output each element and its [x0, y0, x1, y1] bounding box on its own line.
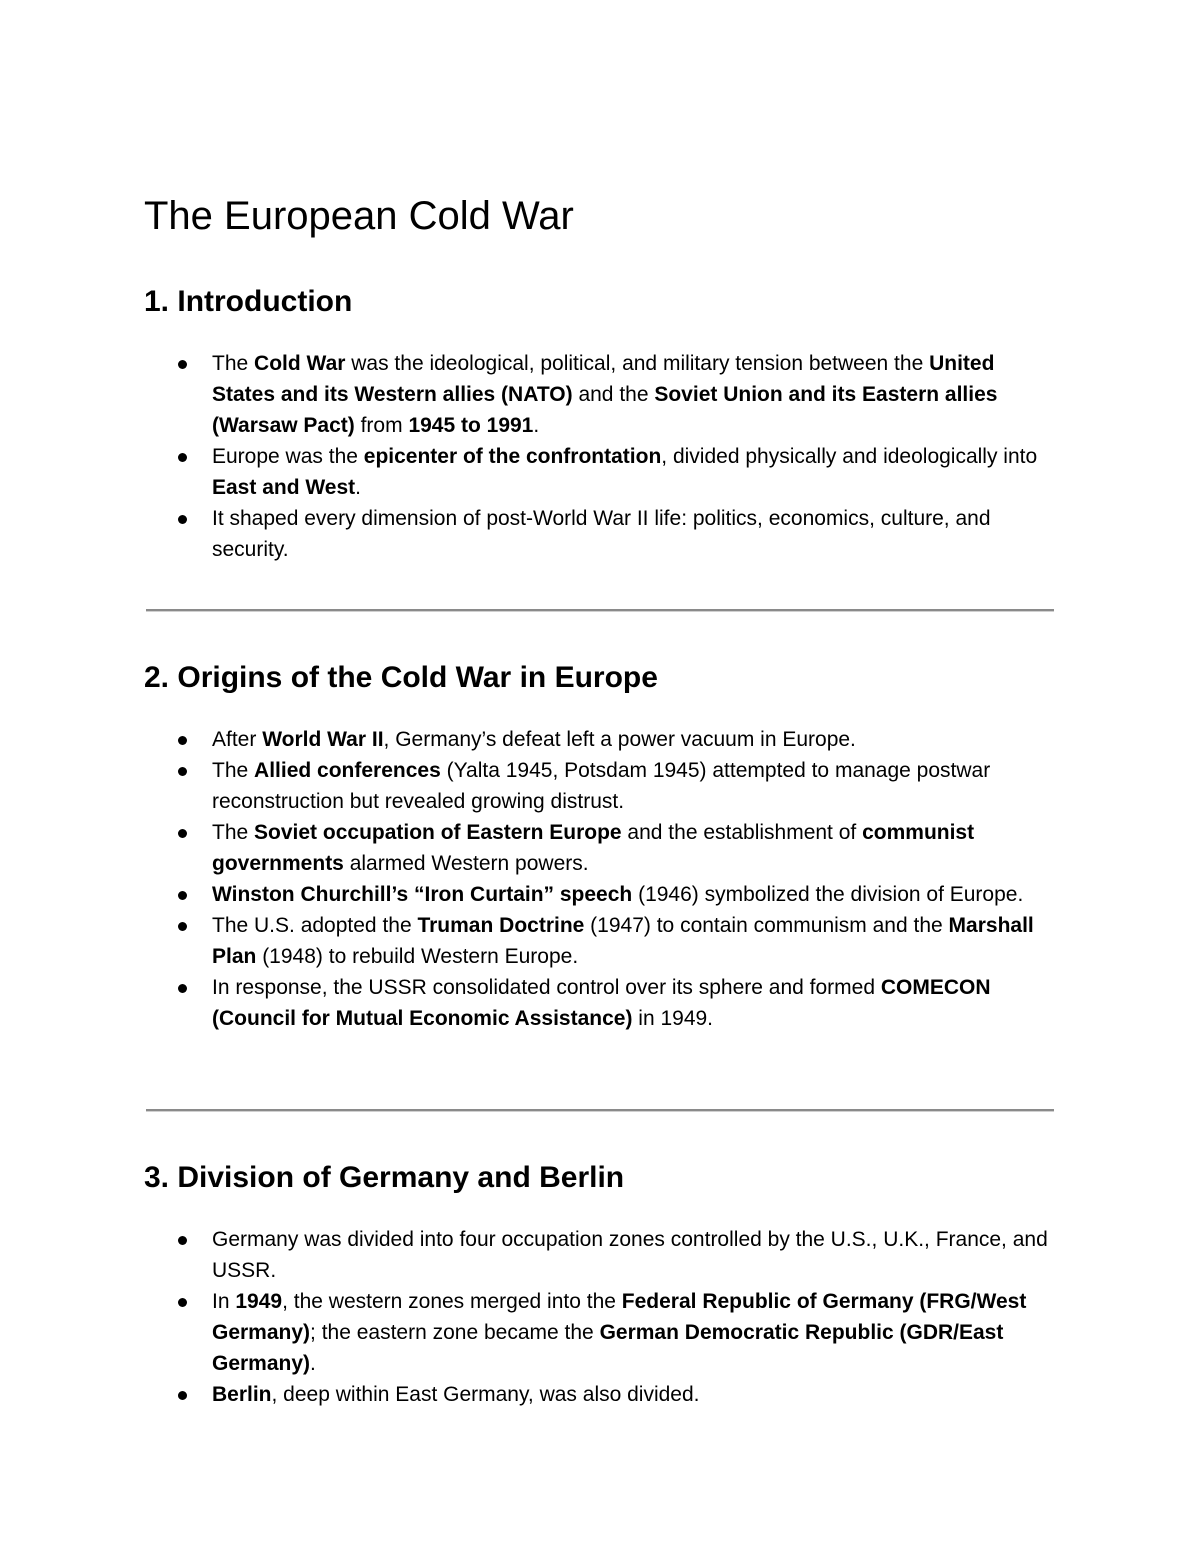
text-run: (1947) to contain communism and the — [584, 914, 949, 937]
bold-text-run: Winston Churchill’s “Iron Curtain” speech — [212, 883, 633, 906]
bullet-dot-icon — [178, 984, 187, 993]
bullet-text — [212, 724, 1056, 755]
bullet-text — [212, 348, 1056, 441]
text-run: and the establishment of — [621, 821, 863, 844]
bullet-text — [212, 910, 1056, 972]
bold-text-run: Soviet occupation of Eastern Europe — [254, 821, 622, 844]
text-run: . — [355, 476, 361, 499]
bold-text-run: Marshall Plan — [212, 914, 1034, 968]
bullet-dot-icon — [178, 360, 187, 369]
bullet-item — [144, 817, 1056, 879]
text-run: The U.S. adopted the — [212, 914, 418, 937]
bold-text-run: communist governments — [212, 821, 975, 875]
bullet-item — [144, 1224, 1056, 1286]
text-run: in 1949. — [632, 1007, 714, 1030]
bullet-text — [212, 879, 1056, 910]
text-run: In response, the USSR consolidated control over its sphere and formed — [212, 976, 881, 999]
horizontal-rule — [146, 609, 1054, 612]
bullet-item — [144, 755, 1056, 817]
text-run: from — [354, 414, 409, 437]
text-run: ; the eastern zone became the — [310, 1321, 600, 1344]
bullet-item — [144, 910, 1056, 972]
bullet-dot-icon — [178, 891, 187, 900]
bullet-item — [144, 1286, 1056, 1379]
bullet-text — [212, 817, 1056, 879]
bullet-text — [212, 972, 1056, 1034]
bold-text-run: Berlin — [212, 1383, 272, 1406]
text-run: The — [212, 759, 255, 782]
bold-text-run: East and West — [212, 476, 356, 499]
text-run: Europe was the — [212, 445, 364, 468]
text-run: , divided physically and ideologically into — [661, 445, 1038, 468]
bullet-dot-icon — [178, 922, 187, 931]
bullet-item — [144, 972, 1056, 1034]
bullet-list-introduction — [144, 348, 1056, 565]
bold-text-run: COMECON (Council for Mutual Economic Assistance) — [212, 976, 991, 1030]
bullet-dot-icon — [178, 736, 187, 745]
text-run: . — [533, 414, 540, 437]
bold-text-run: United States and its Western allies (NATO) — [212, 352, 995, 406]
bullet-text — [212, 1379, 1056, 1410]
bold-text-run: 1949 — [235, 1290, 283, 1313]
bullet-text — [212, 441, 1056, 503]
text-run: In — [212, 1290, 236, 1313]
text-run: , the western zones merged into the — [282, 1290, 622, 1313]
bullet-dot-icon — [178, 1236, 187, 1245]
bullet-item — [144, 503, 1056, 565]
bold-text-run: Cold War — [254, 352, 346, 375]
bullet-text — [212, 503, 1056, 565]
bullet-text — [212, 1224, 1056, 1286]
section-heading-introduction: 1. Introduction — [144, 285, 353, 318]
bullet-dot-icon — [178, 829, 187, 838]
bullet-dot-icon — [178, 1298, 187, 1307]
text-run: After — [212, 728, 263, 751]
bullet-item — [144, 1379, 1056, 1410]
bullet-text — [212, 1286, 1056, 1379]
text-run: was the ideological, political, and military tension between the — [345, 352, 930, 375]
text-run: (Yalta 1945, Potsdam 1945) attempted to manage postwar reconstruction but revealed growing distrust. — [212, 759, 991, 813]
horizontal-rule — [146, 1109, 1054, 1112]
bold-text-run: German Democratic Republic (GDR/East Germany) — [212, 1321, 1004, 1375]
text-run: and the — [572, 383, 655, 406]
bold-text-run: Truman Doctrine — [417, 914, 585, 937]
bullet-item — [144, 441, 1056, 503]
bullet-item — [144, 724, 1056, 755]
text-run: alarmed Western powers. — [343, 852, 589, 875]
text-run: The — [212, 352, 255, 375]
text-run: (1946) symbolized the division of Europe. — [632, 883, 1024, 906]
bold-text-run: 1945 to 1991 — [408, 414, 534, 437]
section-heading-origins: 2. Origins of the Cold War in Europe — [144, 661, 658, 694]
text-run: The — [212, 821, 255, 844]
bold-text-run: World War II — [262, 728, 384, 751]
text-run: Germany was divided into four occupation zones controlled by the U.S., U.K., France, and USSR. — [212, 1228, 1048, 1282]
document-title: The European Cold War — [144, 194, 574, 238]
bullet-list-division-of-germany — [144, 1224, 1056, 1410]
text-run: It shaped every dimension of post-World War II life: politics, economics, culture, and security. — [212, 507, 991, 561]
bold-text-run: Soviet Union and its Eastern allies (Warsaw Pact) — [212, 383, 998, 437]
text-run: , Germany’s defeat left a power vacuum in Europe. — [383, 728, 856, 751]
bold-text-run: epicenter of the confrontation — [363, 445, 662, 468]
bullet-text — [212, 755, 1056, 817]
section-heading-division-of-germany: 3. Division of Germany and Berlin — [144, 1161, 625, 1194]
bullet-dot-icon — [178, 515, 187, 524]
bold-text-run: Allied conferences — [254, 759, 441, 782]
text-run: , deep within East Germany, was also divided. — [271, 1383, 700, 1406]
text-run: . — [310, 1352, 316, 1375]
bold-text-run: Federal Republic of Germany (FRG/West Germany) — [212, 1290, 1027, 1344]
bullet-list-origins — [144, 724, 1056, 1034]
text-run: (1948) to rebuild Western Europe. — [256, 945, 579, 968]
bullet-item — [144, 879, 1056, 910]
bullet-item — [144, 348, 1056, 441]
bullet-dot-icon — [178, 1391, 187, 1400]
bullet-dot-icon — [178, 453, 187, 462]
bullet-dot-icon — [178, 767, 187, 776]
